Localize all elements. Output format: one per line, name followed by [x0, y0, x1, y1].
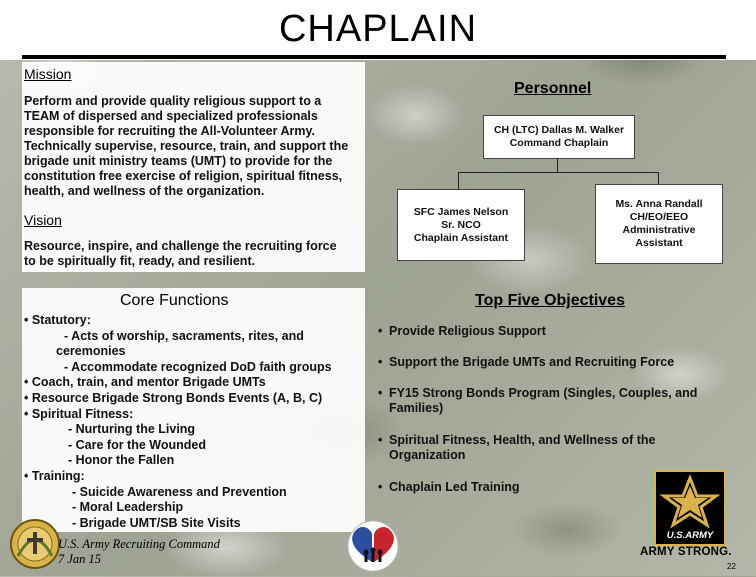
objective-text: Provide Religious Support — [389, 324, 546, 338]
vision-text — [24, 239, 337, 269]
mission-line: Technically supervise, resource, train, and support the — [24, 139, 349, 153]
footer-command: U.S. Army Recruiting Command — [58, 537, 220, 551]
star-icon — [656, 474, 724, 528]
strong-bonds-logo-icon — [342, 516, 404, 572]
vision-line: to be spiritually fit, ready, and resilient. — [24, 254, 256, 268]
core-function-subitem: - Care for the Wounded — [68, 437, 206, 452]
chaplain-insignia-icon — [8, 516, 62, 572]
core-functions-heading: Core Functions — [120, 292, 229, 309]
objective-item — [378, 433, 723, 463]
mission-text — [24, 94, 348, 199]
core-function-item: • Statutory: — [24, 313, 91, 327]
personnel-role: CH/EO/EEO — [629, 211, 689, 223]
sr-nco-box — [397, 189, 525, 261]
mission-line: TEAM of dispersed and specialized professionals — [24, 109, 318, 123]
objective-text: Spiritual Fitness, Health, and Wellness of the — [389, 433, 656, 447]
personnel-role: Administrative — [622, 224, 696, 236]
personnel-name: CH (LTC) Dallas M. Walker — [493, 124, 625, 136]
army-star-logo — [654, 470, 726, 546]
personnel-role: Chaplain Assistant — [413, 231, 509, 244]
page-number: 22 — [727, 562, 736, 571]
bullet-icon: • — [378, 480, 383, 494]
admin-assistant-box — [595, 184, 723, 264]
personnel-role: Command Chaplain — [509, 137, 609, 149]
objectives-heading: Top Five Objectives — [475, 292, 625, 309]
objective-item — [378, 355, 723, 370]
title-divider — [22, 55, 726, 59]
core-function-subitem: - Brigade UMT/SB Site Visits — [72, 515, 241, 530]
core-function-item: • Coach, train, and mentor Brigade UMTs — [24, 375, 266, 390]
core-function-item: • Spiritual Fitness: — [24, 406, 134, 421]
mission-line: brigade unit ministry teams (UMT) to provide for the — [24, 154, 333, 168]
mission-heading: Mission — [24, 66, 72, 82]
objective-text: Chaplain Led Training — [389, 480, 520, 494]
objective-item — [378, 386, 723, 416]
org-connector-horizontal — [458, 172, 658, 173]
vision-heading: Vision — [24, 212, 62, 228]
mission-line: Perform and provide quality religious support to a — [24, 94, 322, 108]
org-connector-vertical — [557, 158, 558, 172]
personnel-role: Sr. NCO — [441, 218, 481, 231]
core-function-subitem: - Honor the Fallen — [68, 453, 175, 468]
footer-date: 7 Jan 15 — [58, 552, 102, 566]
core-functions-list — [24, 313, 332, 531]
org-connector-left — [458, 172, 459, 189]
mission-line: health, and wellness of the organization. — [24, 184, 265, 198]
personnel-role: Assistant — [635, 237, 683, 249]
objective-text: Families) — [389, 401, 444, 415]
bullet-icon: • — [378, 324, 383, 338]
core-function-subitem: - Accommodate recognized DoD faith groups — [64, 359, 332, 374]
core-function-subitem: ceremonies — [56, 344, 126, 359]
core-function-subitem: - Moral Leadership — [72, 500, 184, 515]
objective-item — [378, 324, 723, 339]
bullet-icon: • — [378, 433, 383, 447]
army-strong-text: ARMY STRONG. — [640, 546, 732, 558]
page-title: CHAPLAIN — [278, 8, 478, 50]
objective-text: FY15 Strong Bonds Program (Singles, Couples, and — [389, 386, 698, 400]
personnel-name: Ms. Anna Randall — [615, 198, 703, 210]
mission-line: responsible for recruiting the All-Volunteer Army. — [24, 124, 316, 138]
core-function-subitem: - Acts of worship, sacraments, rites, and — [64, 328, 304, 343]
core-function-item: • Training: — [24, 468, 85, 483]
vision-line: Resource, inspire, and challenge the recruiting force — [24, 239, 337, 253]
core-function-subitem: - Suicide Awareness and Prevention — [72, 484, 287, 499]
personnel-name: SFC James Nelson — [413, 205, 509, 218]
army-logo-text: U.S.ARMY — [666, 530, 714, 541]
personnel-heading: Personnel — [514, 80, 592, 97]
objective-text: Organization — [389, 448, 466, 462]
objective-text: Support the Brigade UMTs and Recruiting Force — [389, 355, 675, 369]
org-connector-right — [658, 172, 659, 184]
core-function-item: • Resource Brigade Strong Bonds Events (A, B, C) — [24, 390, 323, 405]
bullet-icon: • — [378, 386, 383, 400]
mission-line: constitution free exercise of religion, spiritual fitness, — [24, 169, 343, 183]
core-function-subitem: - Nurturing the Living — [68, 422, 196, 437]
command-chaplain-box — [483, 115, 635, 159]
bullet-icon: • — [378, 355, 383, 369]
